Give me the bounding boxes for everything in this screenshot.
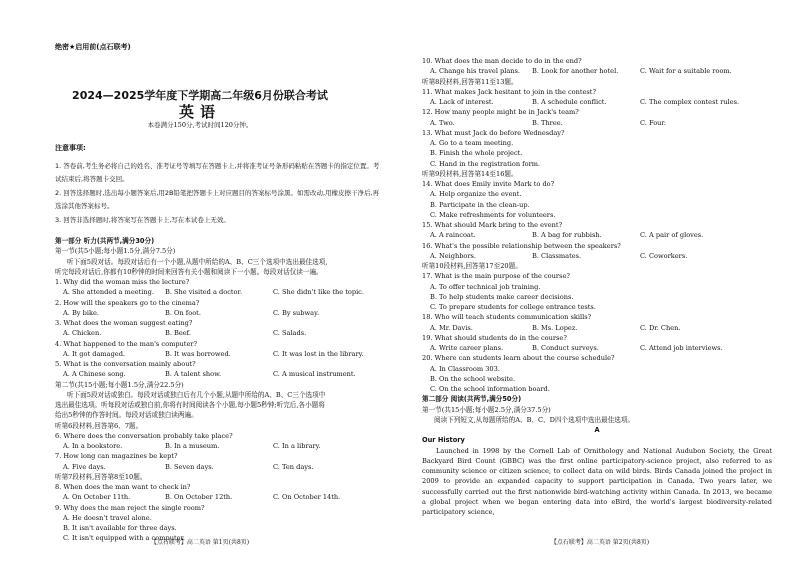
option-c[interactable]: C. Ten days. [273, 462, 314, 471]
option-a[interactable]: A. A Chinese song. [63, 370, 126, 379]
option-c[interactable]: C. Make refreshments for volunteers. [430, 210, 556, 219]
part2-heading: 第二部分 阅读(共两节,满分50分) [422, 395, 522, 404]
passage-title: Our History [422, 436, 465, 445]
question-stem: 14. What does Emily invite Mark to do? [422, 180, 555, 188]
option-b[interactable]: B. A schedule conflict. [532, 98, 607, 106]
option-a[interactable]: A. To offer technical job training. [430, 282, 541, 291]
option-b[interactable]: B. A bag for rubbish. [532, 231, 602, 240]
option-a[interactable]: A. By bike. [63, 308, 99, 317]
option-b[interactable]: B. To help students make career decisions. [430, 292, 574, 301]
option-c[interactable]: C. On October 14th. [273, 493, 341, 502]
question-stem: 2. How will the speakers go to the cinema? [55, 298, 200, 307]
option-b[interactable]: B. It was borrowed. [165, 349, 231, 358]
option-c[interactable]: C. It was lost in the library. [273, 349, 364, 358]
material-label: 听第8段材料,回答第11至13题。 [422, 77, 518, 86]
option-b[interactable]: B. Finish the whole project. [430, 149, 523, 158]
option-b[interactable]: B. Look for another hotel. [532, 67, 619, 76]
part1-heading: 第一部分 听力(共两节,满分30分) [55, 237, 155, 245]
option-a[interactable]: A. Two. [430, 118, 455, 127]
option-c[interactable]: C. Coworkers. [640, 251, 688, 260]
option-b[interactable]: B. Participate in the clean-up. [430, 200, 530, 209]
option-c[interactable]: C. Four. [640, 118, 666, 127]
options-row [422, 66, 772, 76]
notice-heading: 注意事项: [55, 144, 86, 152]
options-row [55, 369, 390, 379]
question-stem: 7. How long can magazines be kept? [55, 452, 178, 461]
question-stem: 13. What must Jack do before Wednesday? [422, 128, 565, 137]
material-label: 听第10段材料,回答第17至20题。 [422, 262, 522, 270]
instruction-line: 听完每段对话后,你都有10秒钟的时间来回答有关小题和阅读下一小题。每段对话仅读一遍。 [55, 267, 323, 276]
option-b[interactable]: B. A talent show. [165, 370, 222, 379]
page-footer: 【点石联考】高二英语 第1页(共8页) [150, 539, 250, 546]
listening-section [55, 236, 390, 544]
passage-label: A [594, 426, 600, 434]
question-stem: 15. What should Mark bring to the event? [422, 221, 563, 229]
option-a[interactable]: A. He doesn't travel alone. [63, 513, 152, 522]
option-c[interactable]: C. It isn't equipped with a computer. [63, 534, 186, 543]
notice-item: 1. 答卷前,考生务必将自己的姓名、准考证号等填写在答题卡上,并将准考证号条形码粘贴在答题卡的指定位置。考试结束后,将答题卡交回。 [55, 162, 380, 183]
option-b[interactable]: B. Conduct surveys. [532, 344, 599, 352]
question-stem: 9. Why does the man reject the single room? [55, 503, 205, 512]
option-a[interactable]: A. Five days. [63, 462, 106, 471]
part2-section1-heading: 第一节(共15小题;每小题2.5分,满分37.5分) [422, 405, 551, 414]
exam-page-2 [400, 0, 800, 565]
option-c[interactable]: C. A musical instrument. [273, 370, 356, 379]
option-a[interactable]: A. It got damaged. [63, 349, 126, 358]
option-a[interactable]: A. Mr. Davis. [430, 323, 473, 332]
option-a[interactable]: A. Lack of interest. [430, 98, 494, 106]
option-b[interactable]: B. Ms. Lopez. [532, 323, 578, 332]
question-stem: 16. What's the possible relationship between the speakers? [422, 241, 621, 250]
option-c[interactable]: C. Hand in the registration form. [430, 159, 541, 168]
option-c[interactable]: C. A pair of gloves. [640, 231, 704, 240]
option-c[interactable]: C. To prepare students for college entrance tests. [430, 303, 596, 311]
options-row [422, 230, 772, 240]
options-row [422, 97, 772, 107]
material-label: 听第7段材料,回答第8至10题。 [55, 472, 147, 481]
exam-title: 2024—2025学年度下学期高二年级6月份联合考试 [72, 89, 328, 102]
option-a[interactable]: A. In Classroom 303. [430, 364, 500, 373]
section1-heading: 第一节(共5小题;每小题1.5分,满分7.5分) [55, 247, 176, 256]
page-footer: 【点石联考】高二英语 第2页(共8页) [550, 539, 650, 546]
option-b[interactable]: B. She visited a doctor. [165, 288, 243, 297]
option-c[interactable]: C. She didn't like the topic. [273, 288, 364, 297]
instruction-line: 听下面5段对话或独白。每段对话或独白后有几个小题,从题中所给的A、B、C三个选项中 [67, 390, 326, 399]
question-stem: 11. What makes Jack hesitant to join in the contest? [422, 87, 596, 96]
options-row [55, 349, 390, 359]
option-b[interactable]: B. On the school website. [430, 374, 516, 383]
question-stem: 5. What is the conversation mainly about? [55, 360, 196, 368]
notice-item: 2. 回答选择题时,选出每小题答案后,用2B铅笔把答题卡上对应题目的答案标号涂黑。如需改动,用橡皮擦干净后,再选涂其他答案标号。 [55, 189, 380, 210]
options-row [55, 441, 390, 451]
question-stem: 3. What does the woman suggest eating? [55, 319, 193, 327]
option-a[interactable]: A. Write career plans. [430, 344, 504, 352]
option-c[interactable]: C. Wait for a suitable room. [640, 67, 732, 76]
option-b[interactable]: B. Three. [532, 118, 563, 127]
option-a[interactable]: A. In a bookstore. [63, 442, 123, 450]
question-stem: 1. Why did the woman miss the lecture? [55, 278, 190, 286]
option-b[interactable]: B. Seven days. [165, 462, 214, 471]
question-stem: 10. What does the man decide to do in the end? [422, 57, 582, 65]
instruction-line: 选出最佳选项。听每段对话或独白前,你将有时间阅读各个小题,每小题5秒钟;听完后,各小题将 [55, 401, 325, 409]
option-a[interactable]: A. A raincoat. [430, 231, 476, 240]
instruction-line: 给出5秒钟的作答时间。每段对话或独白读两遍。 [55, 411, 198, 420]
option-a[interactable]: A. Go to a team meeting. [430, 139, 514, 147]
subject-title: 英语 [178, 103, 221, 121]
question-stem: 6. Where does the conversation probably take place? [55, 431, 233, 440]
question-stem: 20. Where can students learn about the course schedule? [422, 354, 615, 363]
option-a[interactable]: A. On October 11th. [63, 493, 131, 502]
option-b[interactable]: B. On October 12th. [165, 493, 233, 502]
option-a[interactable]: A. Neighbors. [430, 251, 477, 260]
options-row [55, 328, 390, 338]
section2-heading: 第二节(共15小题;每小题1.5分,满分22.5分) [55, 380, 184, 389]
instruction-line: 阅读下列短文,从每题所给的A、B、C、D四个选项中选出最佳选项。 [434, 415, 635, 424]
option-b[interactable]: B. Beef. [165, 329, 191, 338]
passage-text: Launched in 1998 by the Cornell Lab of Ornithology and National Audubon Society, the Great Backyard Bird Count (GBBC) was the first online participatory-science project, also referred to as community science or citizen science, to collect data on wild birds. Birds Canada joined the project in 2009 to provide an expanded capacity to support participation in Canada. Two years later, we successfully carried out the first nationwide bird-watching activity within Canada. In 2013, we became a global project when we began entering data into eBird, the world's largest biodiversity-related participatory science, [422, 446, 772, 516]
question-stem: 17. What is the main purpose of the course? [422, 272, 570, 281]
option-b[interactable]: B. Classmates. [532, 251, 582, 260]
material-label: 听第6段材料,回答第6、7题。 [55, 421, 143, 430]
options-row [55, 287, 390, 297]
options-row [422, 118, 772, 128]
option-b[interactable]: B. It isn't available for three days. [63, 524, 177, 532]
material-label: 听第9段材料,回答第14至16题。 [422, 169, 518, 178]
options-row [55, 462, 390, 472]
listening-continued [422, 56, 772, 517]
confidential-label: 绝密★启用前(点石联考) [55, 43, 131, 51]
option-a[interactable]: A. Change his travel plans. [430, 67, 521, 76]
question-stem: 18. Who will teach students communication skills? [422, 313, 592, 322]
question-stem: 12. How many people might be in Jack's team? [422, 108, 579, 117]
options-row [422, 251, 772, 261]
option-c[interactable]: C. On the school information board. [430, 385, 550, 393]
option-a[interactable]: A. Chicken. [63, 329, 102, 338]
options-row [55, 308, 390, 318]
options-row [422, 343, 772, 353]
option-a[interactable]: A. Help organize the event. [430, 190, 522, 199]
options-row [422, 323, 772, 333]
option-b[interactable]: B. In a museum. [165, 442, 220, 450]
option-c[interactable]: C. Dr. Chen. [640, 323, 681, 332]
option-c[interactable]: C. By subway. [273, 308, 320, 317]
option-a[interactable]: A. She attended a meeting. [63, 288, 154, 297]
question-stem: 8. When does the man want to check in? [55, 483, 191, 491]
options-row [55, 492, 390, 502]
instruction-line: 听下面5段对话。每段对话后有一个小题,从题中所给的A、B、C三个选项中选出最佳选项, [67, 257, 328, 266]
option-c[interactable]: C. Attend job interviews. [640, 344, 723, 352]
option-c[interactable]: C. The complex contest rules. [640, 98, 740, 106]
option-c[interactable]: C. Salads. [273, 329, 307, 338]
option-c[interactable]: C. In a library. [273, 442, 321, 450]
notice-item: 3. 回答非选择题时,将答案写在答题卡上,写在本试卷上无效。 [55, 216, 230, 224]
question-stem: 4. What happened to the man's computer? [55, 339, 198, 348]
question-stem: 19. What should students do in the course? [422, 333, 567, 342]
exam-duration-note: 本卷满分150分,考试时间120分钟。 [147, 121, 253, 129]
option-b[interactable]: B. On foot. [165, 308, 201, 317]
